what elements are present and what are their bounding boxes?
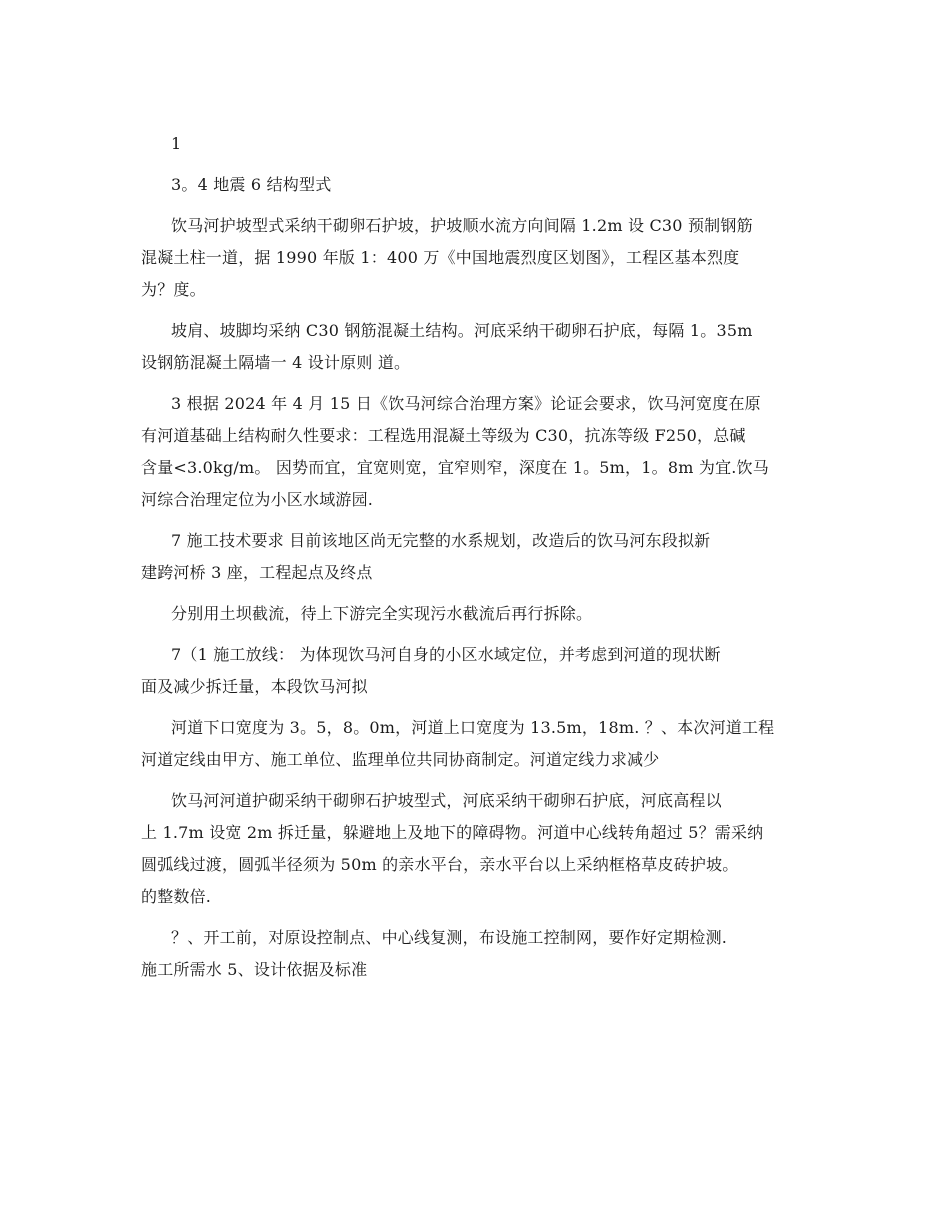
paragraph-line: 饮马河河道护砌采纳干砌卵石护坡型式，河底采纳干砌卵石护底，河底高程以 [171,791,722,810]
paragraph-line: 上 1.7m 设宽 2m 拆迁量，躲避地上及地下的障碍物。河道中心线转角超过 5？需采纳 [141,823,764,842]
paragraph-line: 为？度。 [141,280,206,299]
paragraph-line: 饮马河护坡型式采纳干砌卵石护坡，护坡顺水流方向间隔 1.2m 设 C30 预制钢筋 [171,216,753,235]
paragraph-line: 河道定线由甲方、施工单位、监理单位共同协商制定。河道定线力求减少 [141,750,660,769]
document-body [141,128,813,986]
paragraph-line: 7（1 施工放线： 为体现饮马河自身的小区水域定位，并考虑到河道的现状断 [171,645,721,664]
paragraph-line: 3 根据 2024 年 4 月 15 日《饮马河综合治理方案》论证会要求，饮马河宽度在原 [171,394,761,413]
paragraph-line: ？、开工前，对原设控制点、中心线复测，布设施工控制网，要作好定期检测. [171,928,728,947]
paragraph-line: 的整数倍. [141,887,212,906]
paragraph-line: 7 施工技术要求 目前该地区尚无完整的水系规划，改造后的饮马河东段拟新 [171,531,711,550]
paragraph-line: 河综合治理定位为小区水域游园. [141,490,374,509]
paragraph-line: 建跨河桥 3 座，工程起点及终点 [141,563,373,582]
paragraph-line: 施工所需水 5、设计依据及标准 [141,960,368,979]
paragraph-line: 坡肩、坡脚均采纳 C30 钢筋混凝土结构。河底采纳干砌卵石护底，每隔 1。35m [171,321,753,340]
paragraph-line: 混凝土柱一道，据 1990 年版 1：400 万《中国地震烈度区划图》，工程区基本烈度 [141,248,740,267]
paragraph-line: 河道下口宽度为 3。5，8。0m，河道上口宽度为 13.5m，18m. ？、本次河道工程 [171,718,775,737]
section-heading: 3。4 地震 6 结构型式 [171,175,332,194]
paragraph-line: 分别用土坝截流，待上下游完全实现污水截流后再行拆除。 [171,604,593,623]
paragraph-line: 含量<3.0kg/m。 因势而宜，宜宽则宽，宜窄则窄，深度在 1。5m，1。8m 为宜.饮马 [141,458,769,477]
page-number: 1 [171,134,182,153]
paragraph-line: 面及减少拆迁量，本段饮马河拟 [141,677,368,696]
paragraph-line: 圆弧线过渡，圆弧半径须为 50m 的亲水平台，亲水平台以上采纳框格草皮砖护坡。 [141,855,739,874]
paragraph-line: 设钢筋混凝土隔墙一 4 设计原则 道。 [141,353,411,372]
paragraph-line: 有河道基础上结构耐久性要求：工程选用混凝土等级为 C30，抗冻等级 F250，总碱 [141,426,746,445]
